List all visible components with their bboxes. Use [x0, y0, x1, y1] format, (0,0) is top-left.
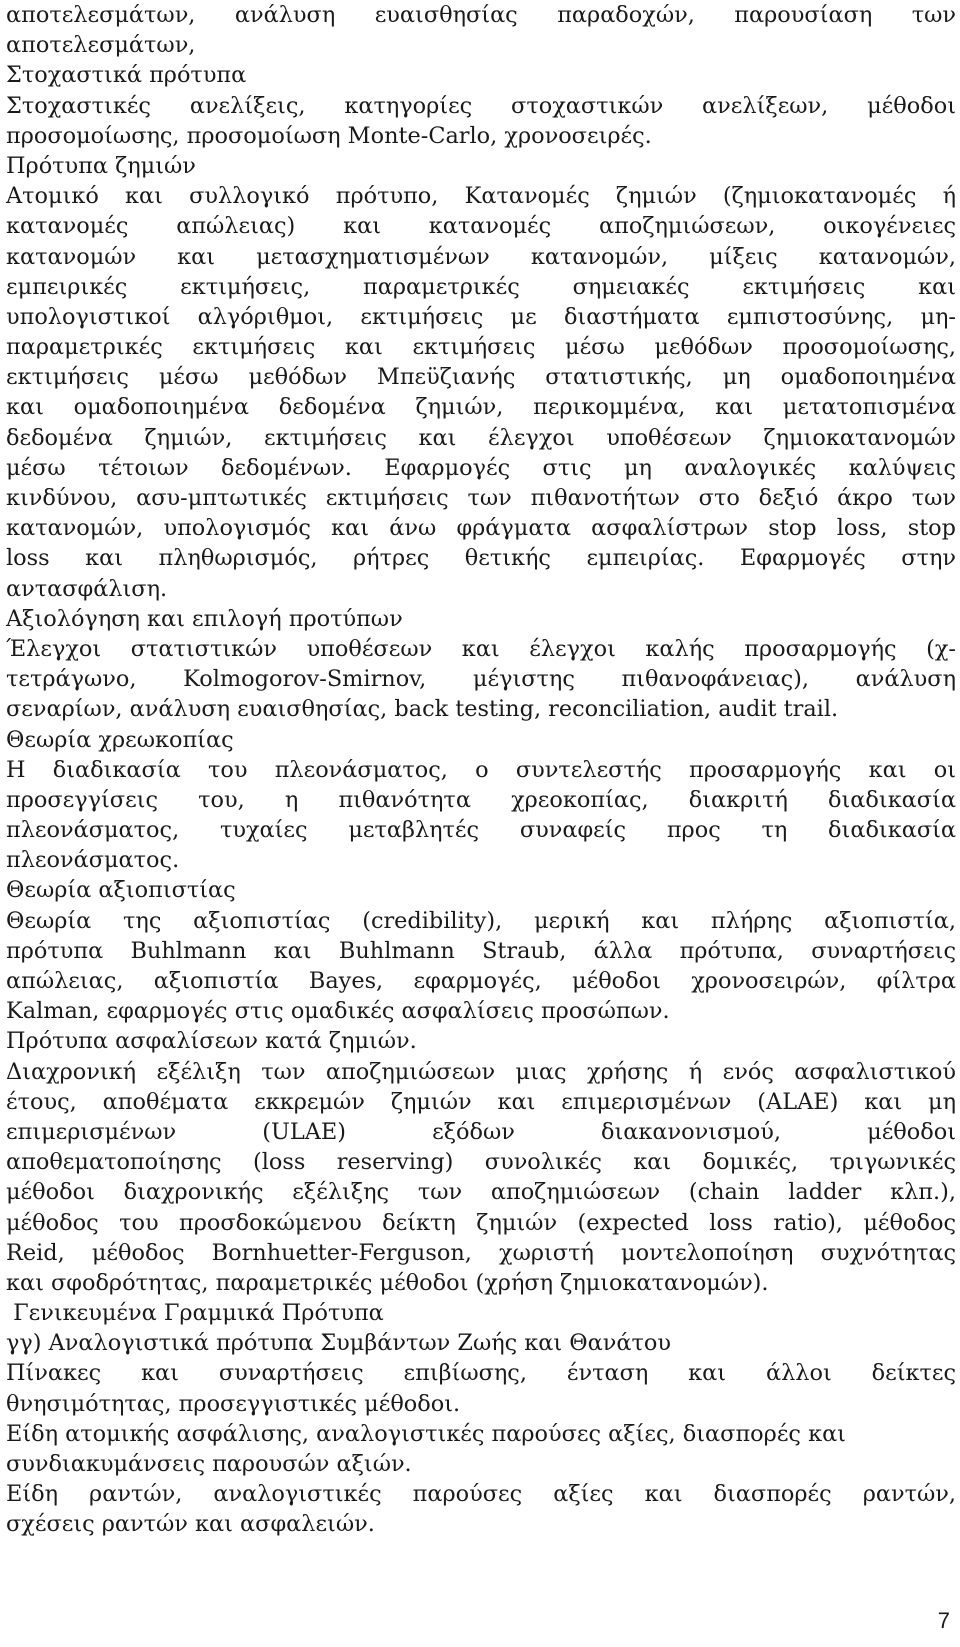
body-text-line: Διαχρονική εξέλιξη των αποζημιώσεων μιας χρήσης ή ενός ασφαλιστικού: [6, 1058, 956, 1085]
body-text-line: επιμερισμένων (ULAE) εξόδων διακανονισμού, μέθοδοι: [6, 1118, 956, 1145]
body-text-line: Είδη ατομικής ασφάλισης, αναλογιστικές παρούσες αξίες, διασπορές και: [6, 1420, 846, 1447]
body-text-line: κατανομές απώλειας) και κατανομές αποζημιώσεων, οικογένειες: [6, 213, 956, 240]
body-text-line: και ομαδοποιημένα δεδομένα ζημιών, περικομμένα, και μετατοπισμένα: [6, 394, 956, 421]
section-heading: γγ) Αναλογιστικά πρότυπα Συμβάντων Ζωής και Θανάτου: [6, 1330, 671, 1357]
body-text-line: μέθοδοι διαχρονικής εξέλιξης των αποζημιώσεων (chain ladder κλπ.),: [6, 1179, 956, 1206]
body-text-line: Στοχαστικές ανελίξεις, κατηγορίες στοχαστικών ανελίξεων, μέθοδοι: [6, 92, 956, 119]
body-text-line: προσομοίωσης, προσομοίωση Monte-Carlo, χρονοσειρές.: [6, 122, 652, 149]
body-text-line: τετράγωνο, Kolmogorov-Smirnov, μέγιστης πιθανοφάνειας), ανάλυση: [6, 666, 956, 693]
body-text-line: Reid, μέθοδος Bornhuetter-Ferguson, χωριστή μοντελοποίηση συχνότητας: [6, 1239, 956, 1266]
body-text-line: θνησιμότητας, προσεγγιστικές μέθοδοι.: [6, 1390, 461, 1417]
body-text-line: υπολογιστικοί αλγόριθμοι, εκτιμήσεις με διαστήματα εμπιστοσύνης, μη-: [6, 303, 956, 330]
section-heading: Γενικευμένα Γραμμικά Πρότυπα: [6, 1300, 384, 1327]
body-text-line: πρότυπα Buhlmann και Buhlmann Straub, άλλα πρότυπα, συναρτήσεις: [6, 937, 956, 964]
body-text-line: Είδη ραντών, αναλογιστικές παρούσες αξίες και διασπορές ραντών,: [6, 1481, 956, 1508]
body-text-line: κινδύνου, ασυ-μπτωτικές εκτιμήσεις των πιθανοτήτων στο δεξιό άκρο των: [6, 485, 956, 511]
body-text-line: σεναρίων, ανάλυση ευαισθησίας, back testing, reconciliation, audit trail.: [6, 696, 839, 723]
body-text-line: Η διαδικασία του πλεονάσματος, ο συντελεστής προσαρμογής και οι: [6, 756, 956, 783]
section-heading: Θεωρία χρεωκοπίας: [6, 726, 234, 753]
body-text-line: πλεονάσματος, τυχαίες μεταβλητές συναφείς προς τη διαδικασία: [6, 817, 956, 844]
body-text-line: προσεγγίσεις του, η πιθανότητα χρεοκοπίας, διακριτή διαδικασία: [6, 786, 956, 813]
body-text-line: πλεονάσματος.: [6, 847, 180, 874]
body-text-line: Έλεγχοι στατιστικών υποθέσεων και έλεγχοι καλής προσαρμογής (χ-: [6, 635, 956, 662]
body-text-line: δεδομένα ζημιών, εκτιμήσεις και έλεγχοι υποθέσεων ζημιοκατανομών: [6, 424, 956, 451]
section-heading: Στοχαστικά πρότυπα: [6, 62, 247, 89]
body-text-line: έτους, αποθέματα εκκρεμών ζημιών και επιμερισμένων (ALAE) και μη: [6, 1088, 956, 1115]
body-text-line: απώλειας, αξιοπιστία Bayes, εφαρμογές, μέθοδοι χρονοσειρών, φίλτρα: [6, 968, 956, 994]
section-heading: Πρότυπα ζημιών: [6, 152, 196, 179]
body-text-line: Θεωρία της αξιοπιστίας (credibility), μερική και πλήρης αξιοπιστία,: [6, 907, 956, 934]
section-heading: Αξιολόγηση και επιλογή προτύπων: [6, 605, 403, 632]
body-text-line: εκτιμήσεις μέσω μεθόδων Μπεϋζιανής στατιστικής, μη ομαδοποιημένα: [6, 364, 956, 391]
body-text-line: Πίνακες και συναρτήσεις επιβίωσης, ένταση και άλλοι δείκτες: [6, 1360, 956, 1387]
body-text-line: αποτελεσμάτων, ανάλυση ευαισθησίας παραδοχών, παρουσίαση των: [6, 2, 956, 28]
body-text-line: μέσω τέτοιων δεδομένων. Εφαρμογές στις μη αναλογικές καλύψεις: [6, 454, 956, 481]
body-text-line: loss και πληθωρισμός, ρήτρες θετικής εμπειρίας. Εφαρμογές στην: [6, 545, 956, 572]
section-heading: Πρότυπα ασφαλίσεων κατά ζημιών.: [6, 1028, 417, 1055]
body-text-line: και σφοδρότητας, παραμετρικές μέθοδοι (χρήση ζημιοκατανομών).: [6, 1269, 769, 1296]
section-heading: Θεωρία αξιοπιστίας: [6, 877, 236, 904]
body-text-line: αποθεματοποίησης (loss reserving) συνολικές και δομικές, τριγωνικές: [6, 1149, 956, 1176]
body-text-line: αντασφάλιση.: [6, 575, 168, 602]
body-text-line: κατανομών και μετασχηματισμένων κατανομών, μίξεις κατανομών,: [6, 243, 956, 270]
document-page: [6, 0, 956, 1540]
page-number: 7: [937, 1608, 950, 1633]
body-text-line: Kalman, εφαρμογές στις ομαδικές ασφαλίσεις προσώπων.: [6, 998, 670, 1025]
body-text-line: εμπειρικές εκτιμήσεις, παραμετρικές σημειακές εκτιμήσεις και: [6, 273, 956, 300]
body-text-line: Ατομικό και συλλογικό πρότυπο, Κατανομές ζημιών (ζημιοκατανομές ή: [6, 183, 956, 210]
body-text-line: αποτελεσμάτων,: [6, 32, 196, 59]
body-text-line: συνδιακυμάνσεις παρουσών αξιών.: [6, 1451, 412, 1477]
body-text-line: κατανομών, υπολογισμός και άνω φράγματα ασφαλίστρων stop loss, stop: [6, 515, 956, 542]
body-text-line: παραμετρικές εκτιμήσεις και εκτιμήσεις μέσω μεθόδων προσομοίωσης,: [6, 334, 956, 361]
body-text-line: σχέσεις ραντών και ασφαλειών.: [6, 1511, 375, 1538]
body-text-line: μέθοδος του προσδοκώμενου δείκτη ζημιών (expected loss ratio), μέθοδος: [6, 1209, 956, 1236]
